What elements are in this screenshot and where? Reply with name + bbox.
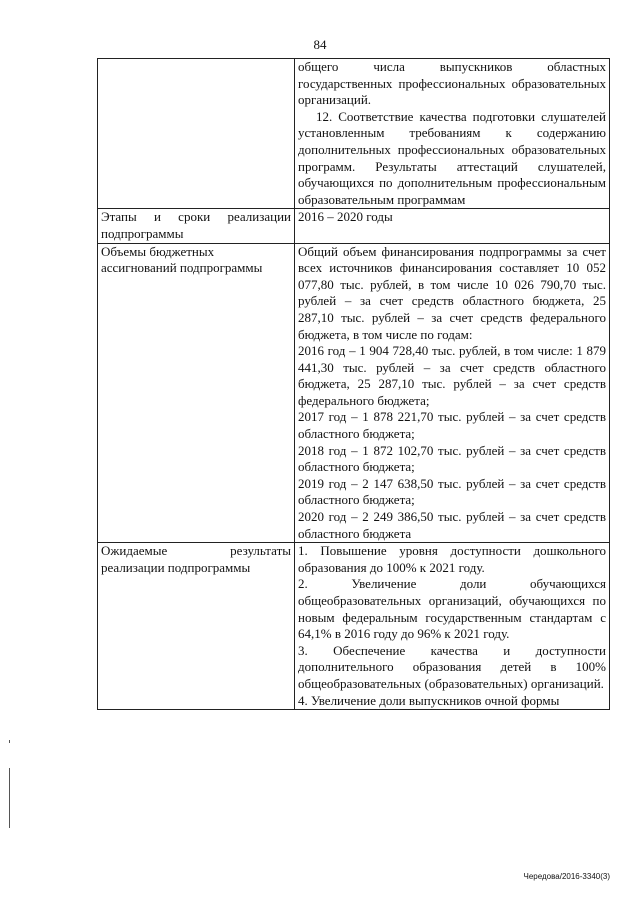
paragraph: 4. Увеличение доли выпускников очной формы <box>298 692 560 708</box>
paragraph: общего числа выпускников областных государственных профессиональных образовательных организаций. <box>298 59 606 108</box>
margin-mark <box>9 768 10 828</box>
row-label-cell: Ожидаемые результаты реализации подпрограммы <box>98 543 295 710</box>
page-number: 84 <box>313 37 327 52</box>
row-value-cell <box>295 543 610 710</box>
paragraph: 2019 год – 2 147 638,50 тыс. рублей – за счет средств областного бюджета; <box>298 475 606 508</box>
paragraph: 3. Обеспечение качества и доступности дополнительного образования детей в 100% общеобразовательных (образовательных) организаций. <box>298 642 606 691</box>
table-row <box>98 243 610 543</box>
row-label-cell <box>98 59 295 209</box>
table-row <box>98 543 610 710</box>
paragraph: 2017 год – 1 878 221,70 тыс. рублей – за счет средств областного бюджета; <box>298 409 606 442</box>
paragraph: 1. Повышение уровня доступности дошкольного образования до 100% к 2021 году. <box>298 543 606 575</box>
margin-mark <box>9 740 10 743</box>
row-label-cell: Этапы и сроки реализации подпрограммы <box>98 209 295 243</box>
table-row <box>98 209 610 243</box>
paragraph: 2016 год – 1 904 728,40 тыс. рублей, в том числе: 1 879 441,30 тыс. рублей – за счет средств областного бюджета, 25 287,10 тыс. рублей – за счет средств федерального бюджета; <box>298 343 606 408</box>
document-footer: Чередова/2016-3340(3) <box>523 872 610 881</box>
subprogram-passport-table <box>97 58 610 710</box>
row-value-cell <box>295 209 610 243</box>
row-value-cell <box>295 243 610 543</box>
paragraph: 12. Соответствие качества подготовки слушателей установленным требованиям к содержанию дополнительных профессиональных образовательных программ. Результаты аттестаций слушателей, обучающихся по дополнительным профессиональным образовательным программам <box>298 108 606 207</box>
row-label-cell: Объемы бюджетных ассигнований подпрограммы <box>98 243 295 543</box>
table-row <box>98 59 610 209</box>
paragraph: Общий объем финансирования подпрограммы за счет всех источников финансирования составляет 10 052 077,80 тыс. рублей, в том числе 10 026 790,70 тыс. рублей – за счет средств областного бюджета, 25 287,10 тыс. рублей – за счет средств федерального бюджета, в том числе по годам: <box>298 243 606 342</box>
paragraph: 2020 год – 2 249 386,50 тыс. рублей – за счет средств областного бюджета <box>298 509 606 541</box>
paragraph: 2. Увеличение доли обучающихся общеобразовательных организаций, обучающихся по новым федеральным государственным стандартам с 64,1% в 2016 году до 96% к 2021 году. <box>298 576 606 642</box>
paragraph: 2016 – 2020 годы <box>298 209 393 225</box>
row-value-cell <box>295 59 610 209</box>
paragraph: 2018 год – 1 872 102,70 тыс. рублей – за счет средств областного бюджета; <box>298 442 606 475</box>
